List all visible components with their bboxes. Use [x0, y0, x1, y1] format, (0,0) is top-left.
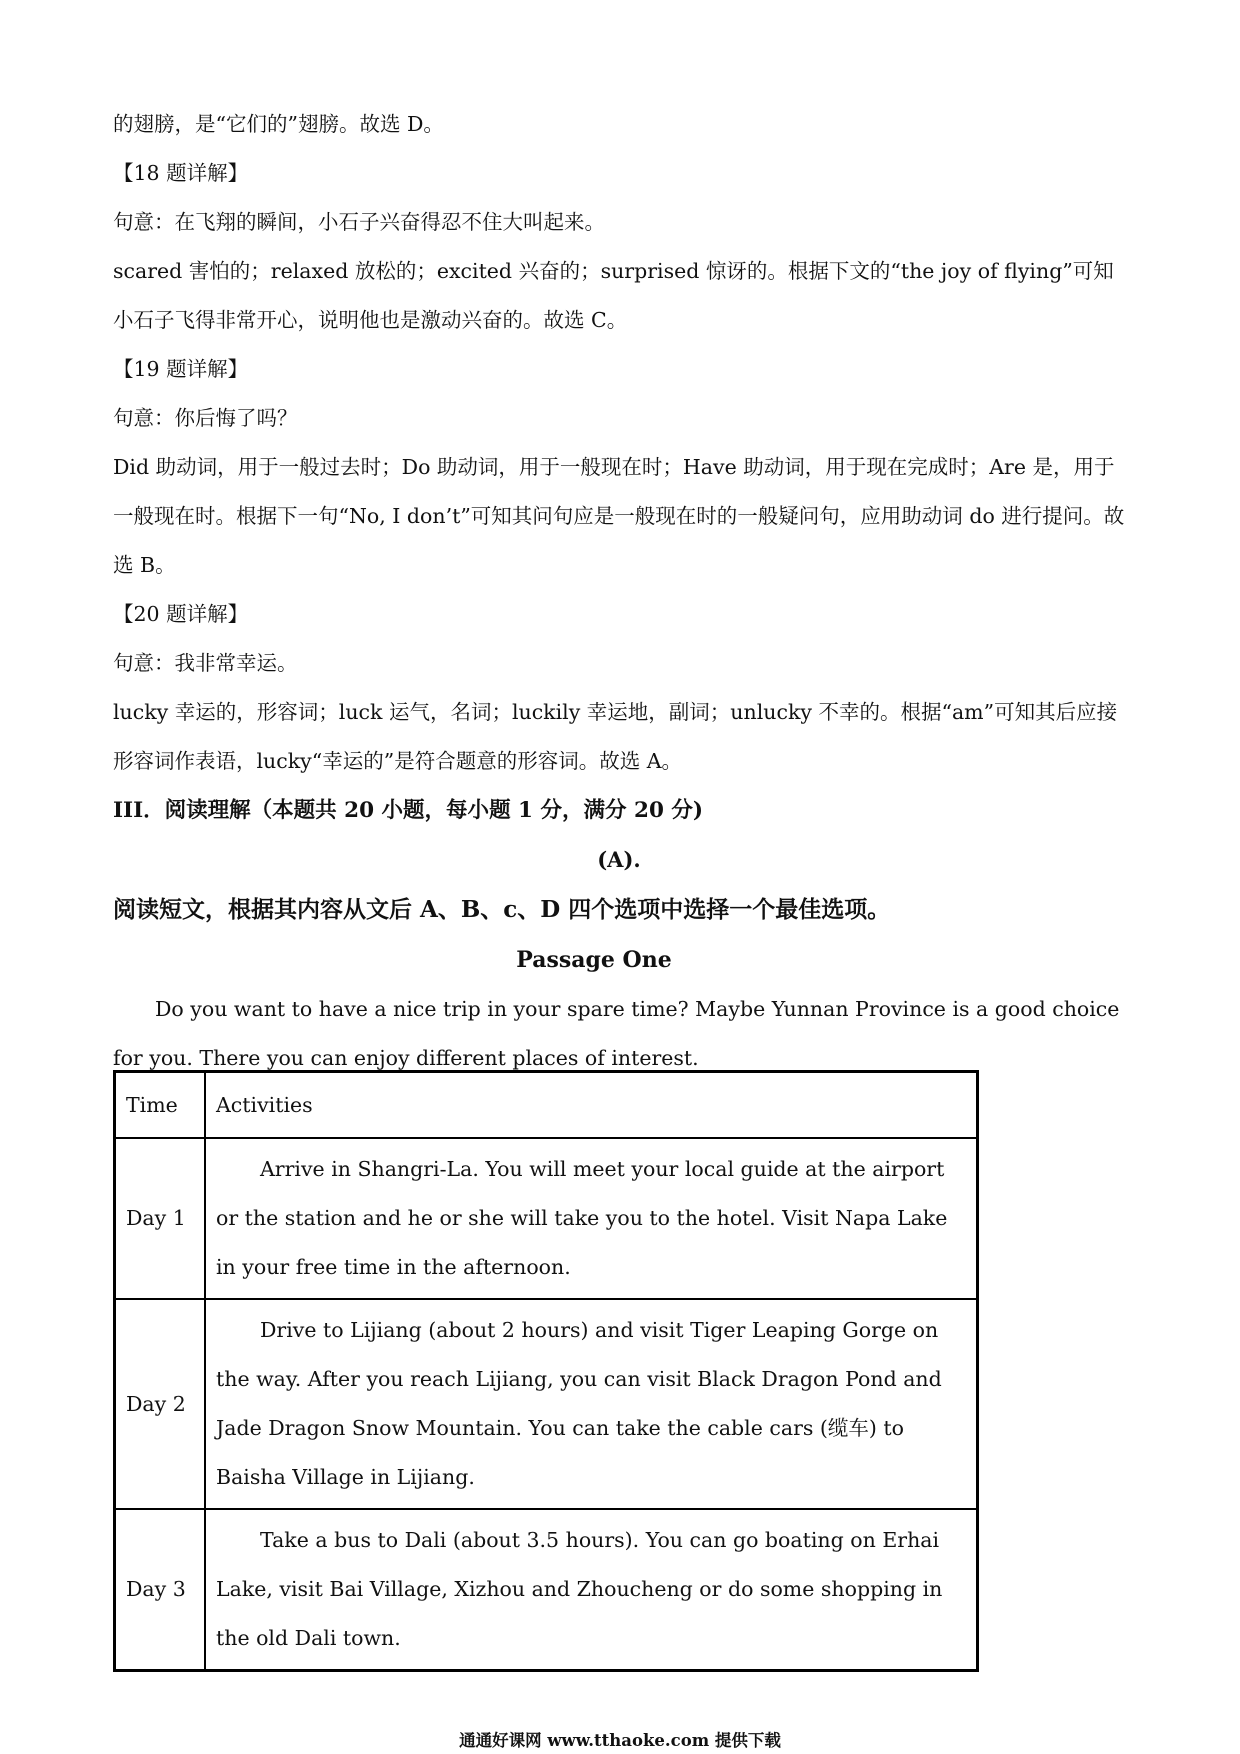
part-label: (A).: [597, 847, 641, 872]
passage-title: Passage One: [516, 947, 672, 973]
header-time: Time: [115, 1072, 206, 1139]
table-row: [115, 1138, 978, 1299]
row-activities-text: Drive to Lijiang (about 2 hours) and visit Tiger Leaping Gorge on the way. After you reach Lijiang, you can visit Black Dragon Pond and Jade Dragon Snow Mountain. You can take the cable cars (缆车) to Baisha Village in Lijiang.: [216, 1318, 942, 1489]
row-activities: [205, 1138, 978, 1299]
row-activities-text: Arrive in Shangri-La. You will meet your local guide at the airport or the station and he or she will take you to the hotel. Visit Napa Lake in your free time in the afternoon.: [216, 1157, 948, 1279]
row-activities: [205, 1509, 978, 1671]
row-activities: [205, 1299, 978, 1509]
row-time: Day 1: [115, 1138, 206, 1299]
answer-text-17-end: 的翅膀，是“它们的”翅膀。故选 D。: [113, 112, 444, 136]
table-header-row: [115, 1072, 978, 1139]
row-time: Day 3: [115, 1509, 206, 1671]
table-row: [115, 1299, 978, 1509]
q19-heading: 【19 题详解】: [113, 357, 249, 381]
q20-meaning: 句意：我非常幸运。: [113, 651, 298, 675]
itinerary-table: [113, 1070, 979, 1672]
q20-heading: 【20 题详解】: [113, 602, 249, 626]
q19-explanation: Did 助动词，用于一般过去时；Do 助动词，用于一般现在时；Have 助动词，用于现在完成时；Are 是，用于一般现在时。根据下一句“No, I don’t”可知其问句应是一般现在时的一般疑问句，应用助动词 do 进行提问。故选 B。: [113, 455, 1125, 577]
row-time: Day 2: [115, 1299, 206, 1509]
q20-explanation: lucky 幸运的，形容词；luck 运气，名词；luckily 幸运地，副词；unlucky 不幸的。根据“am”可知其后应接形容词作表语，lucky“幸运的”是符合题意的形容词。故选 A。: [113, 700, 1118, 773]
header-activities: Activities: [205, 1072, 978, 1139]
passage-intro: Do you want to have a nice trip in your spare time? Maybe Yunnan Province is a good choice for you. There you can enjoy different places of interest.: [113, 997, 1120, 1070]
instruction-text: 阅读短文，根据其内容从文后 A、B、c、D 四个选项中选择一个最佳选项。: [113, 896, 891, 923]
footer-watermark: 通通好课网 www.tthaoke.com 提供下载: [459, 1731, 781, 1750]
page-content: [113, 100, 1125, 1083]
q19-meaning: 句意：你后悔了吗？: [113, 406, 298, 430]
section-heading: III．阅读理解（本题共 20 小题，每小题 1 分，满分 20 分): [113, 798, 704, 823]
q18-meaning: 句意：在飞翔的瞬间，小石子兴奋得忍不住大叫起来。: [113, 210, 605, 234]
q18-explanation: scared 害怕的；relaxed 放松的；excited 兴奋的；surprised 惊讶的。根据下文的“the joy of flying”可知小石子飞得非常开心，说明他也是激动兴奋的。故选 C。: [113, 259, 1114, 332]
row-activities-text: Take a bus to Dali (about 3.5 hours). You can go boating on Erhai Lake, visit Bai Village, Xizhou and Zhoucheng or do some shopping in the old Dali town.: [216, 1528, 943, 1650]
q18-heading: 【18 题详解】: [113, 161, 249, 185]
table-row: [115, 1509, 978, 1671]
